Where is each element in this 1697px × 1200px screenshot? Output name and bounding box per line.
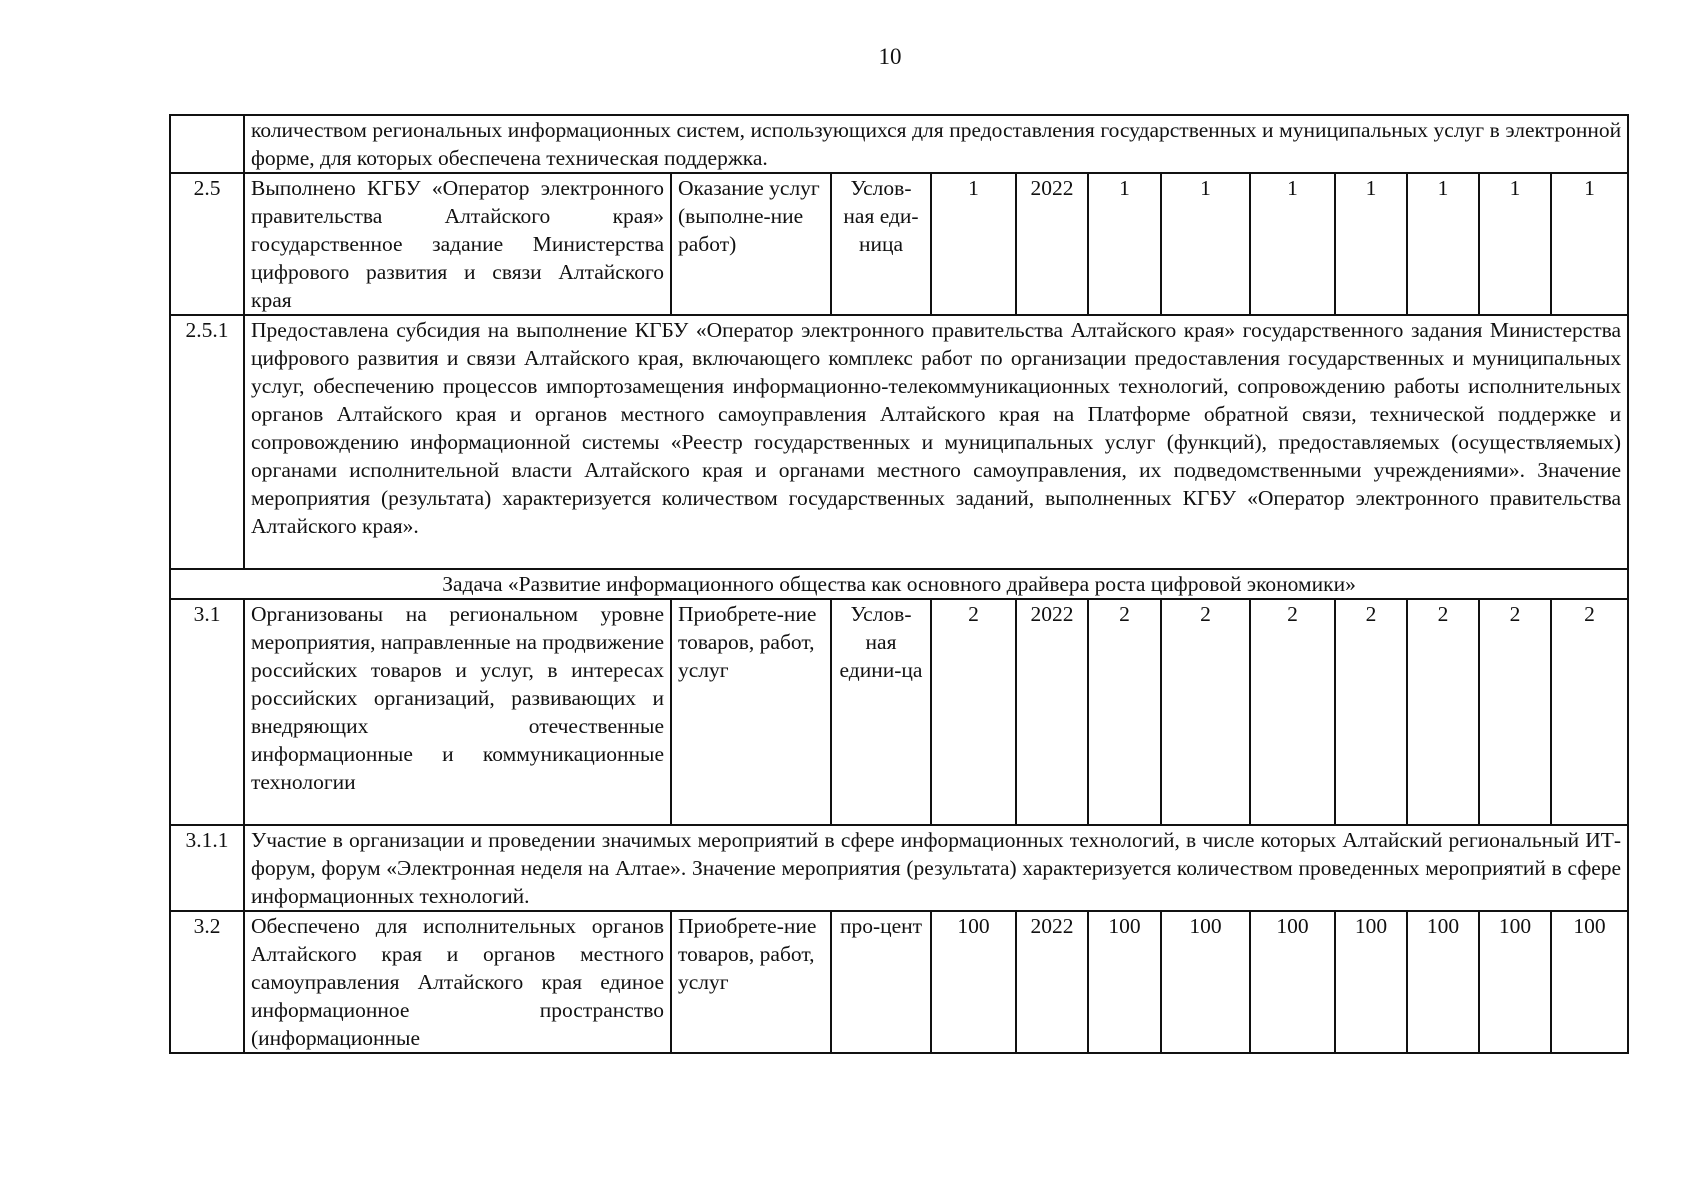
unit-of-measure: про-цент (831, 911, 931, 1053)
year-value: 1 (1250, 173, 1335, 315)
results-table (169, 114, 1629, 1054)
base-value: 2 (931, 599, 1016, 825)
base-year: 2022 (1016, 599, 1088, 825)
year-value: 100 (1407, 911, 1479, 1053)
table-row (170, 315, 1628, 569)
row-number: 3.1 (170, 599, 244, 825)
year-value: 100 (1335, 911, 1407, 1053)
table-row (170, 173, 1628, 315)
year-value: 2 (1161, 599, 1250, 825)
year-value: 2 (1335, 599, 1407, 825)
result-type: Приобрете-ние товаров, работ, услуг (671, 911, 831, 1053)
result-description: Обеспечено для исполнительных органов Алтайского края и органов местного самоуправления Алтайского края единое информационное пространство (информационные (244, 911, 671, 1053)
year-value: 100 (1551, 911, 1628, 1053)
row-number: 3.2 (170, 911, 244, 1053)
table-row (170, 825, 1628, 911)
result-type: Оказание услуг (выполне-ние работ) (671, 173, 831, 315)
result-type: Приобрете-ние товаров, работ, услуг (671, 599, 831, 825)
table-row (170, 115, 1628, 173)
year-value: 100 (1250, 911, 1335, 1053)
year-value: 1 (1407, 173, 1479, 315)
row-number: 2.5.1 (170, 315, 244, 569)
result-description: Организованы на региональном уровне мероприятия, направленные на продвижение российских товаров и услуг, в интересах российских организаций, развивающих и внедряющих отечественные информационные и коммуникационные технологии (244, 599, 671, 825)
base-year: 2022 (1016, 173, 1088, 315)
result-description: Выполнено КГБУ «Оператор электронного правительства Алтайского края» государственное задание Министерства цифрового развития и связи Алтайского края (244, 173, 671, 315)
task-heading: Задача «Развитие информационного общества как основного драйвера роста цифровой экономики» (170, 569, 1628, 599)
year-value: 2 (1250, 599, 1335, 825)
row-number: 3.1.1 (170, 825, 244, 911)
year-value: 1 (1551, 173, 1628, 315)
year-value: 100 (1088, 911, 1161, 1053)
year-value: 100 (1161, 911, 1250, 1053)
year-value: 1 (1479, 173, 1551, 315)
year-value: 2 (1551, 599, 1628, 825)
year-value: 1 (1335, 173, 1407, 315)
base-value: 1 (931, 173, 1016, 315)
year-value: 1 (1088, 173, 1161, 315)
continuation-text: количеством региональных информационных систем, использующихся для предоставления государственных и муниципальных услуг в электронной форме, для которых обеспечена техническая поддержка. (244, 115, 1628, 173)
year-value: 1 (1161, 173, 1250, 315)
row-number (170, 115, 244, 173)
table-row (170, 569, 1628, 599)
year-value: 2 (1088, 599, 1161, 825)
year-value: 100 (1479, 911, 1551, 1053)
base-year: 2022 (1016, 911, 1088, 1053)
year-value: 2 (1479, 599, 1551, 825)
row-number: 2.5 (170, 173, 244, 315)
table-row (170, 599, 1628, 825)
year-value: 2 (1407, 599, 1479, 825)
page-number: 10 (878, 44, 902, 69)
table-row (170, 911, 1628, 1053)
unit-of-measure: Услов-ная еди-ница (831, 173, 931, 315)
measure-description: Предоставлена субсидия на выполнение КГБУ «Оператор электронного правительства Алтайского края» государственного задания Министерства цифрового развития и связи Алтайского края, включающего комплекс работ по организации предоставления государственных и муниципальных услуг, обеспечению процессов импортозамещения информационно-телекоммуникационных технологий, сопровождению работы исполнительных органов Алтайского края и органов местного самоуправления Алтайского края на Платформе обратной связи, технической поддержке и сопровождению информационной системы «Реестр государственных и муниципальных услуг (функций), предоставляемых (осуществляемых) органами исполнительной власти Алтайского края и органами местного самоуправления, их подведомственными учреждениями». Значение мероприятия (результата) характеризуется количеством государственных заданий, выполненных КГБУ «Оператор электронного правительства Алтайского края». (244, 315, 1628, 569)
unit-of-measure: Услов-ная едини-ца (831, 599, 931, 825)
base-value: 100 (931, 911, 1016, 1053)
measure-description: Участие в организации и проведении значимых мероприятий в сфере информационных технологий, в числе которых Алтайский региональный ИТ-форум, форум «Электронная неделя на Алтае». Значение мероприятия (результата) характеризуется количеством проведенных мероприятий в сфере информационных технологий. (244, 825, 1628, 911)
